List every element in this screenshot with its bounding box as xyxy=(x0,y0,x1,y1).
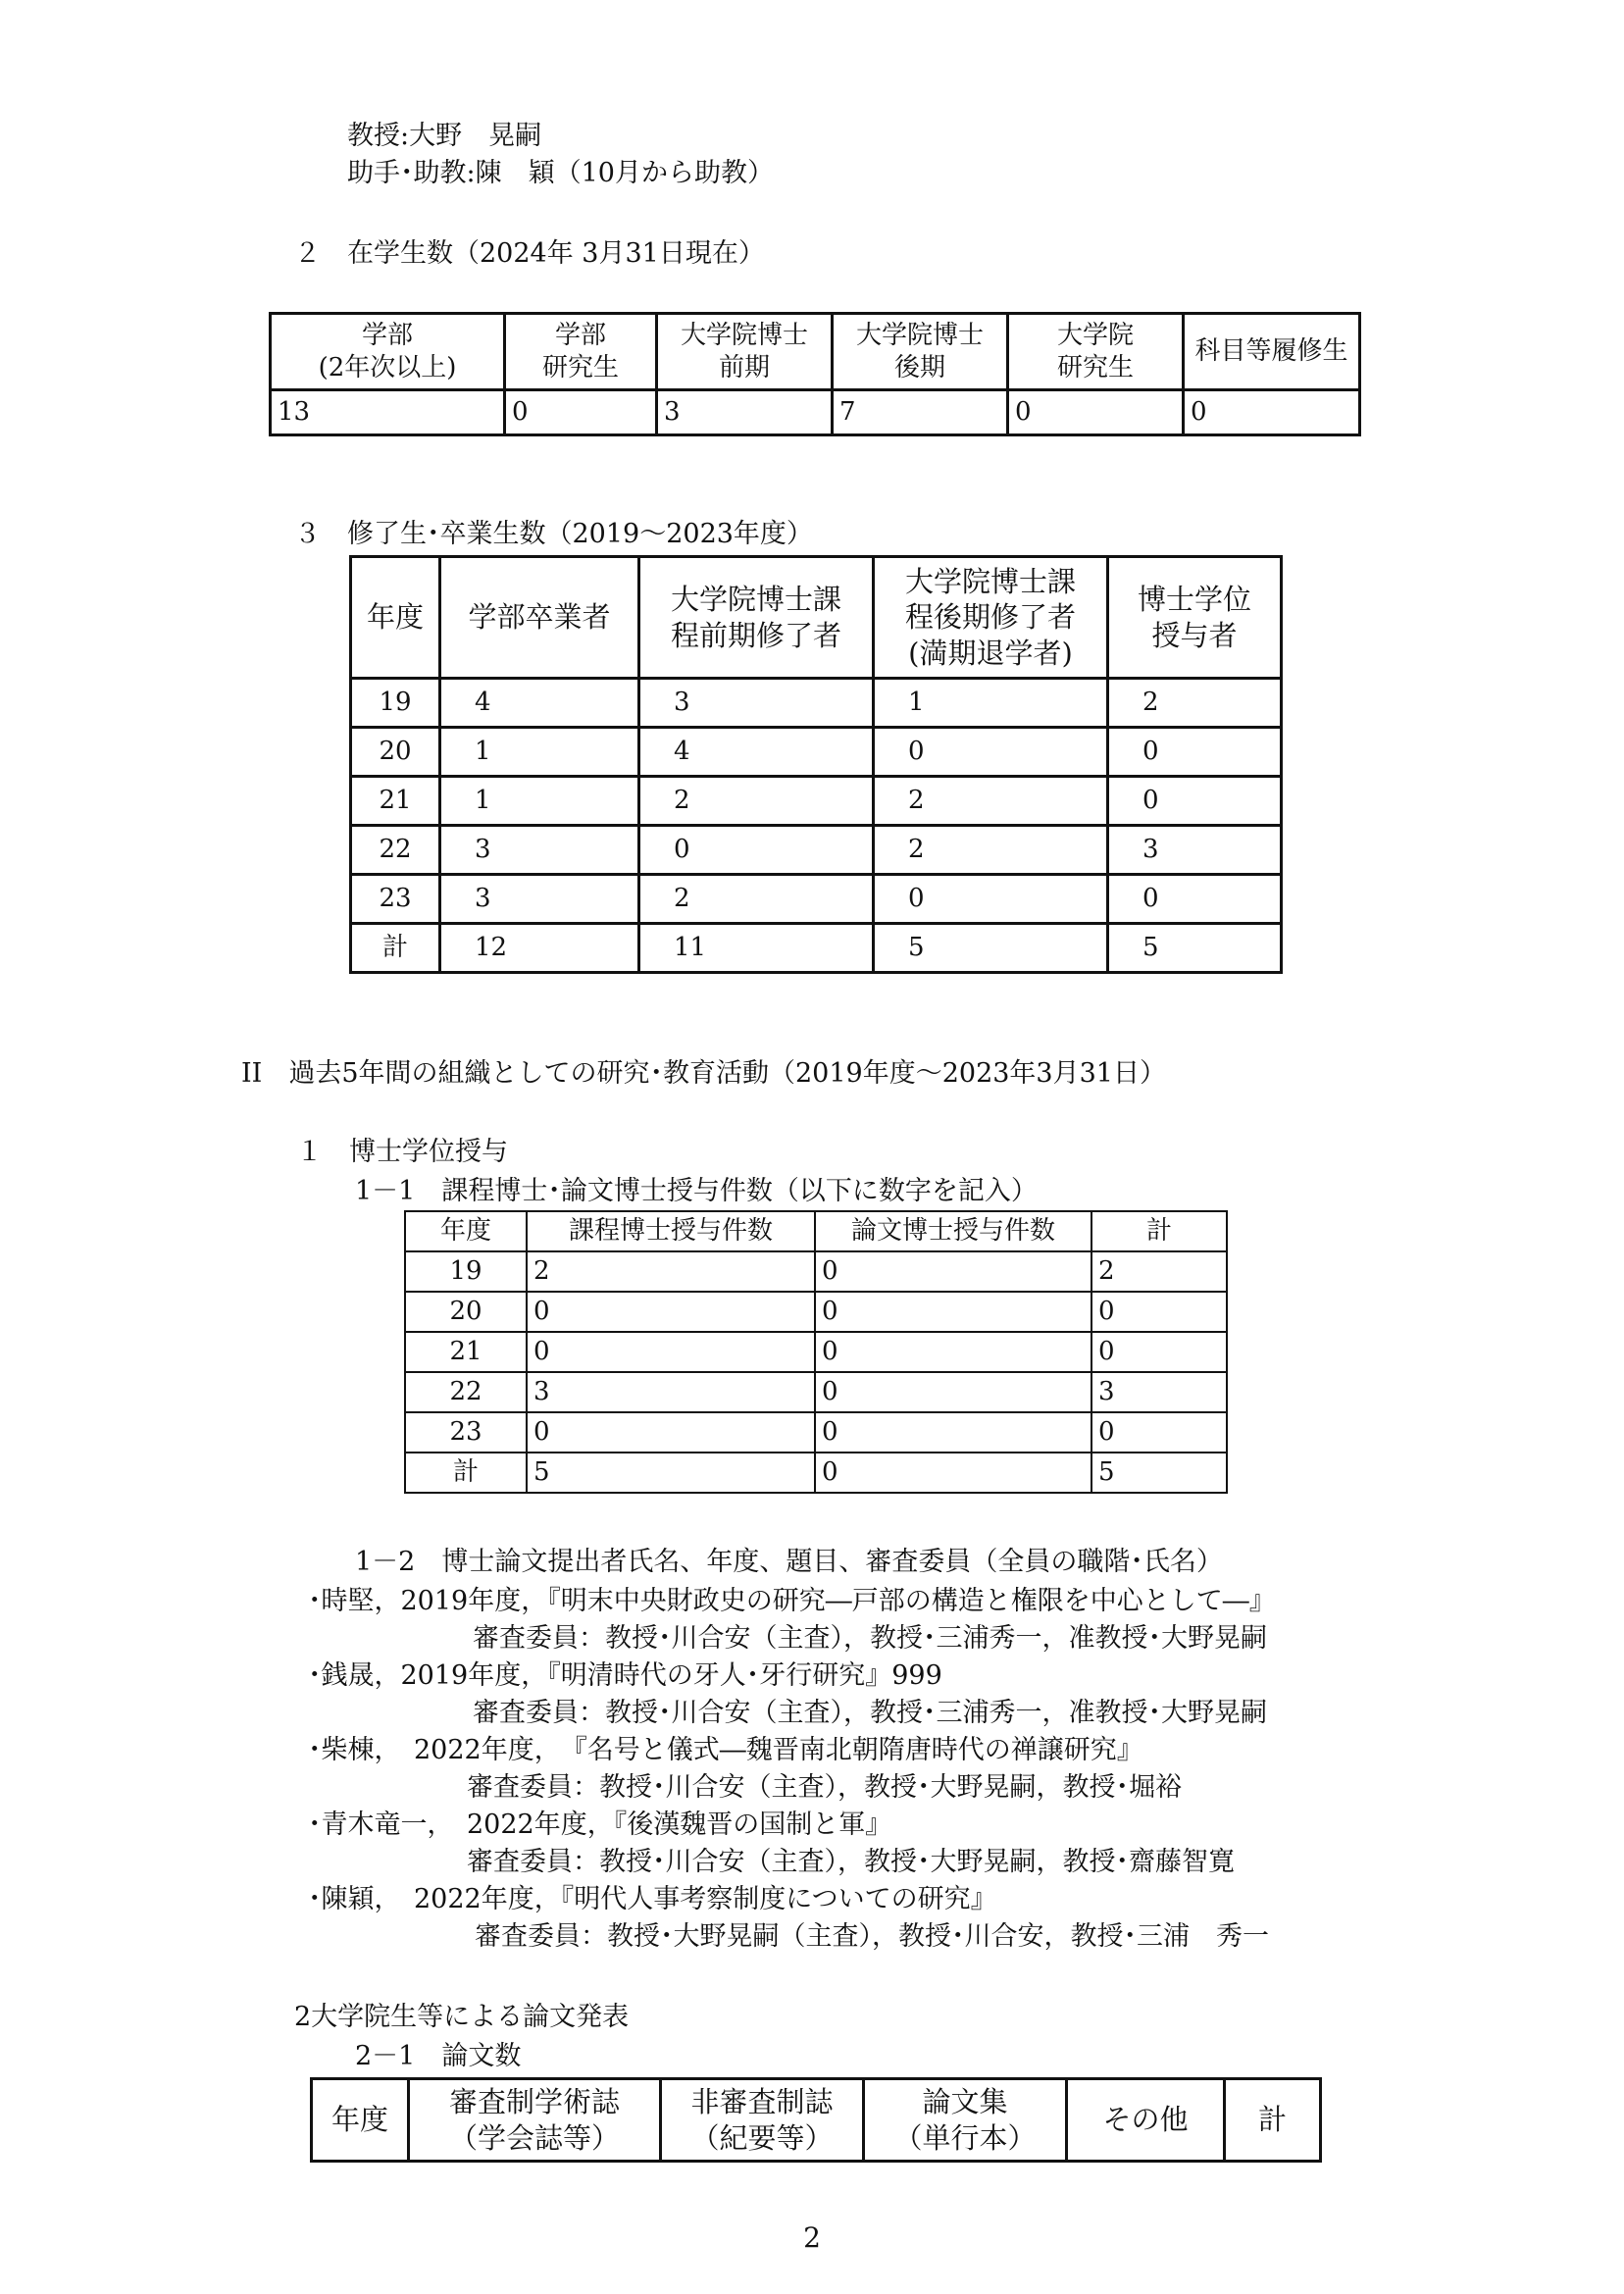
graduates-cell: 2 xyxy=(874,826,1108,875)
part2-sub1-2: 1－2 博士論文提出者氏名、年度、題目、審査委員（全員の職階･氏名） xyxy=(355,1547,1223,1577)
degrees-year: 計 xyxy=(405,1453,527,1493)
enrollment-value: 13 xyxy=(271,390,505,435)
degrees-year: 23 xyxy=(405,1412,527,1453)
degrees-header: 計 xyxy=(1091,1211,1227,1251)
enrollment-value: 7 xyxy=(833,390,1008,435)
graduates-cell: 5 xyxy=(1108,924,1282,973)
papers-header: その他 xyxy=(1067,2079,1225,2162)
section2-heading: ２ 在学生数（2024年 3月31日現在） xyxy=(294,238,765,269)
graduates-cell: 3 xyxy=(1108,826,1282,875)
graduates-cell: 1 xyxy=(874,679,1108,728)
enrollment-table xyxy=(269,312,1361,436)
graduates-cell: 3 xyxy=(440,875,639,924)
thesis-entry: ･青木竜一， 2022年度，『後漢魏晋の国制と軍』 xyxy=(308,1810,892,1840)
degrees-header: 論文博士授与件数 xyxy=(815,1211,1091,1251)
graduates-cell: 2 xyxy=(874,777,1108,826)
page-number: 2 xyxy=(803,2221,821,2254)
graduates-header: 大学院博士課 程後期修了者 (満期退学者) xyxy=(874,557,1108,679)
degrees-cell: 0 xyxy=(815,1292,1091,1332)
thesis-entry: ･銭晟，2019年度，『明清時代の牙人･牙行研究』999 xyxy=(308,1660,942,1691)
degrees-header: 年度 xyxy=(405,1211,527,1251)
enrollment-header: 大学院博士 後期 xyxy=(833,314,1008,390)
papers-header: 計 xyxy=(1225,2079,1321,2162)
degrees-cell: 0 xyxy=(1091,1332,1227,1372)
thesis-entry: ･柴棟， 2022年度， 『名号と儀式―魏晋南北朝隋唐時代の禅譲研究』 xyxy=(308,1735,1143,1765)
thesis-committee: 審査委員：教授･大野晃嗣（主査），教授･川合安，教授･三浦 秀一 xyxy=(475,1921,1269,1952)
degrees-year: 21 xyxy=(405,1332,527,1372)
papers-header: 年度 xyxy=(312,2079,409,2162)
degrees-cell: 0 xyxy=(527,1332,815,1372)
graduates-cell: 4 xyxy=(639,728,874,777)
degrees-cell: 0 xyxy=(1091,1412,1227,1453)
degrees-year: 22 xyxy=(405,1372,527,1412)
graduates-cell: 2 xyxy=(1108,679,1282,728)
graduates-header: 学部卒業者 xyxy=(440,557,639,679)
degrees-cell: 0 xyxy=(815,1372,1091,1412)
part2-sub1: １ 博士学位授与 xyxy=(296,1137,508,1167)
graduates-year: 23 xyxy=(351,875,440,924)
enrollment-value: 0 xyxy=(1008,390,1184,435)
papers-table xyxy=(310,2077,1322,2163)
degrees-year: 20 xyxy=(405,1292,527,1332)
part2-heading: II 過去5年間の組織としての研究･教育活動（2019年度～2023年3月31日） xyxy=(241,1058,1166,1089)
graduates-cell: 11 xyxy=(639,924,874,973)
degrees-cell: 0 xyxy=(527,1412,815,1453)
enrollment-value: 3 xyxy=(657,390,833,435)
graduates-cell: 3 xyxy=(639,679,874,728)
thesis-entry: ･時堅，2019年度，『明末中央財政史の研究―戸部の構造と権限を中心として―』 xyxy=(308,1586,1276,1616)
graduates-table xyxy=(349,555,1283,974)
section3-heading: ３ 修了生･卒業生数（2019～2023年度） xyxy=(294,519,813,549)
degrees-cell: 5 xyxy=(1091,1453,1227,1493)
graduates-cell: 1 xyxy=(440,728,639,777)
graduates-cell: 1 xyxy=(440,777,639,826)
graduates-cell: 0 xyxy=(1108,875,1282,924)
graduates-cell: 4 xyxy=(440,679,639,728)
graduates-cell: 0 xyxy=(1108,777,1282,826)
enrollment-header: 大学院 研究生 xyxy=(1008,314,1184,390)
graduates-year: 22 xyxy=(351,826,440,875)
degrees-cell: 3 xyxy=(1091,1372,1227,1412)
graduates-cell: 2 xyxy=(639,777,874,826)
degrees-cell: 0 xyxy=(815,1412,1091,1453)
enrollment-header: 科目等履修生 xyxy=(1184,314,1360,390)
degrees-header: 課程博士授与件数 xyxy=(527,1211,815,1251)
degrees-table xyxy=(404,1210,1228,1494)
enrollment-value: 0 xyxy=(1184,390,1360,435)
papers-header: 審査制学術誌 （学会誌等） xyxy=(409,2079,661,2162)
graduates-year: 19 xyxy=(351,679,440,728)
thesis-committee: 審査委員：教授･川合安（主査），教授･大野晃嗣，教授･齋藤智寛 xyxy=(467,1847,1235,1877)
graduates-year: 20 xyxy=(351,728,440,777)
graduates-cell: 0 xyxy=(874,875,1108,924)
graduates-cell: 2 xyxy=(639,875,874,924)
enrollment-value: 0 xyxy=(505,390,657,435)
part2-sub2: 2大学院生等による論文発表 xyxy=(294,2002,630,2032)
papers-header: 論文集 （単行本） xyxy=(864,2079,1067,2162)
thesis-committee: 審査委員：教授･川合安（主査），教授･大野晃嗣，教授･堀裕 xyxy=(467,1772,1182,1803)
degrees-cell: 0 xyxy=(815,1332,1091,1372)
enrollment-header: 大学院博士 前期 xyxy=(657,314,833,390)
graduates-year: 21 xyxy=(351,777,440,826)
thesis-committee: 審査委員：教授･川合安（主査），教授･三浦秀一，准教授･大野晃嗣 xyxy=(473,1623,1267,1654)
degrees-cell: 2 xyxy=(1091,1251,1227,1292)
graduates-header: 博士学位 授与者 xyxy=(1108,557,1282,679)
degrees-cell: 3 xyxy=(527,1372,815,1412)
graduates-cell: 0 xyxy=(874,728,1108,777)
staff-professor: 教授:大野 晃嗣 xyxy=(347,121,542,151)
graduates-cell: 0 xyxy=(639,826,874,875)
thesis-entry: ･陳穎， 2022年度，『明代人事考察制度についての研究』 xyxy=(308,1884,997,1914)
staff-assistant: 助手･助教:陳 穎（10月から助教） xyxy=(347,158,774,188)
graduates-header: 年度 xyxy=(351,557,440,679)
graduates-cell: 12 xyxy=(440,924,639,973)
graduates-year: 計 xyxy=(351,924,440,973)
enrollment-header: 学部 (2年次以上) xyxy=(271,314,505,390)
degrees-cell: 0 xyxy=(815,1251,1091,1292)
degrees-cell: 2 xyxy=(527,1251,815,1292)
part2-sub2-1: 2－1 論文数 xyxy=(355,2041,522,2071)
degrees-cell: 0 xyxy=(1091,1292,1227,1332)
graduates-cell: 0 xyxy=(1108,728,1282,777)
degrees-year: 19 xyxy=(405,1251,527,1292)
papers-header: 非審査制誌 （紀要等） xyxy=(661,2079,864,2162)
degrees-cell: 5 xyxy=(527,1453,815,1493)
degrees-cell: 0 xyxy=(527,1292,815,1332)
enrollment-header: 学部 研究生 xyxy=(505,314,657,390)
part2-sub1-1: 1－1 課程博士･論文博士授与件数（以下に数字を記入） xyxy=(355,1176,1038,1206)
thesis-committee: 審査委員：教授･川合安（主査），教授･三浦秀一，准教授･大野晃嗣 xyxy=(473,1698,1267,1728)
degrees-cell: 0 xyxy=(815,1453,1091,1493)
graduates-header: 大学院博士課 程前期修了者 xyxy=(639,557,874,679)
graduates-cell: 5 xyxy=(874,924,1108,973)
graduates-cell: 3 xyxy=(440,826,639,875)
